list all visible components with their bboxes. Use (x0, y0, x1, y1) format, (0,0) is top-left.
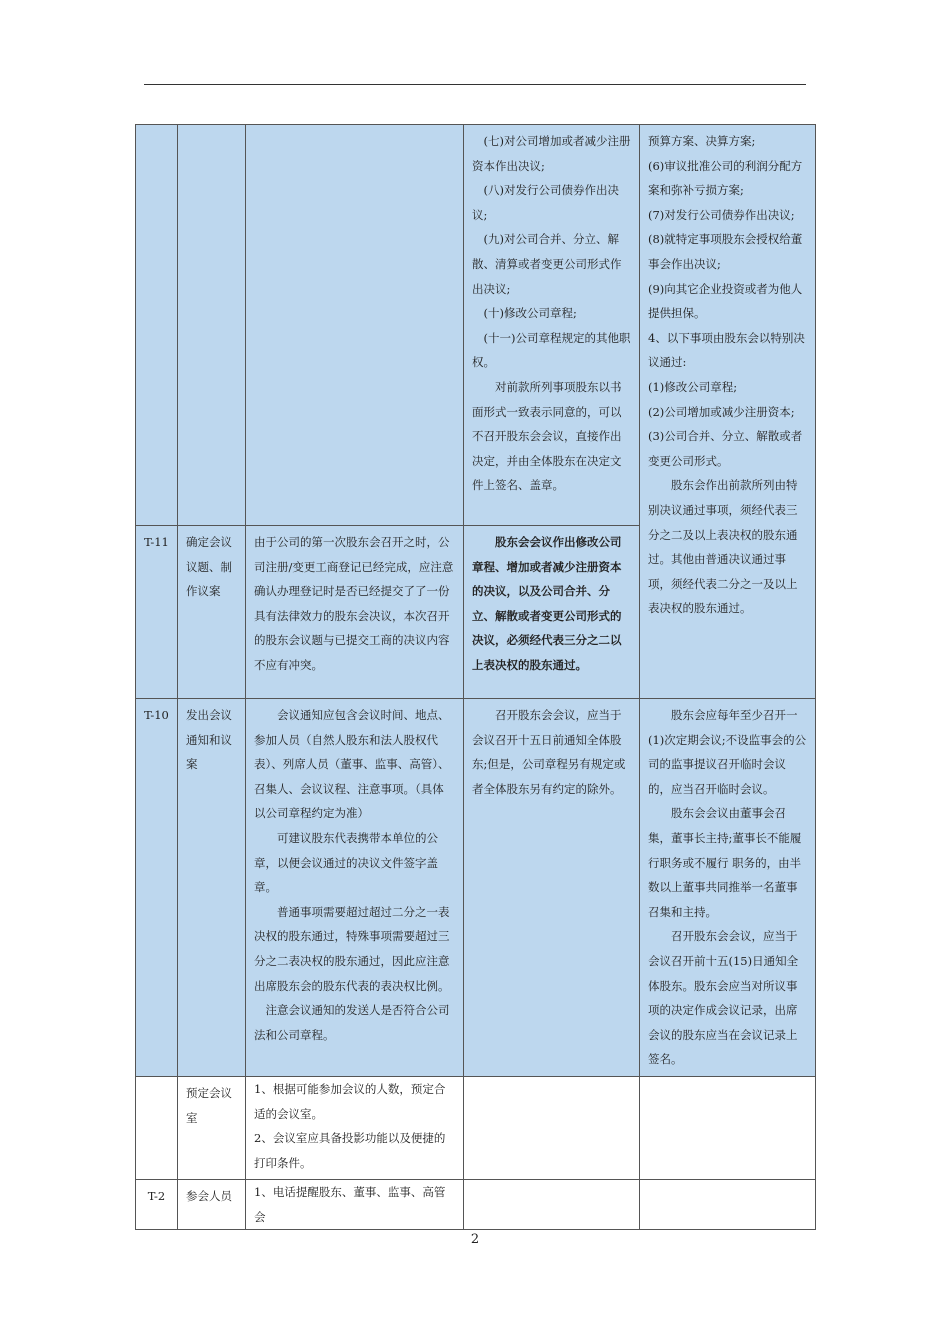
notes-cell (246, 125, 464, 526)
notes-text: 注意会议通知的发送人是否符合公司法和公司章程。 (254, 1003, 450, 1042)
law-cell (464, 1076, 640, 1179)
notes-cell (246, 1180, 464, 1230)
task-cell: 参会人员 (178, 1180, 246, 1230)
notes-text: 普通事项需要超过超过二分之一表决权的股东通过，特殊事项需要超过三分之二表决权的股东通过，因此应注意出席股东会的股东代表的表决权比例。 (254, 904, 450, 993)
page-number: 2 (470, 1232, 480, 1247)
articles-item: 预算方案、决算方案; (648, 134, 756, 148)
notes-text: 1、根据可能参加会议的人数，预定合适的会议室。 (254, 1081, 446, 1121)
articles-cell (640, 699, 816, 1077)
notes-text: 可建议股东代表携带本单位的公章，以便会议通过的决议文件签字盖章。 (254, 830, 438, 895)
table-row-t10 (136, 699, 816, 1077)
articles-cell (640, 125, 816, 699)
notes-text: 2、会议室应具备投影功能以及便捷的打印条件。 (254, 1131, 446, 1170)
articles-item: 股东会作出前款所列由特别决议通过事项，须经代表三分之二及以上表决权的股东通过。其他由普通决议通过事项，须经代表二分之一及以上表决权的股东通过。 (648, 478, 798, 616)
header-rule (144, 84, 806, 85)
articles-cell (640, 1180, 816, 1230)
law-text: 股东会会议作出修改公司章程、增加或者减少注册资本的决议，以及公司合并、分立、解散或者变更公司形式的决议，必须经代表三分之二以上表决权的股东通过。 (472, 535, 622, 672)
notes-text: 1、电话提醒股东、董事、监事、高管会 (254, 1185, 446, 1224)
law-text: 召开股东会会议，应当于会议召开十五日前通知全体股东;但是，公司章程另有规定或者全体股东另有约定的除外。 (472, 708, 626, 796)
notes-cell (246, 1076, 464, 1179)
law-cell (464, 1180, 640, 1230)
articles-text: 股东会会议由董事会召集，董事长主持;董事长不能履行职务或不履行 职务的，由半数以上董事共同推举一名董事召集和主持。 (648, 806, 802, 919)
code-cell (136, 1076, 178, 1179)
task-cell: 确定会议议题、制作议案 (178, 526, 246, 699)
law-item: (七)对公司增加或者减少注册资本作出决议; (472, 134, 631, 173)
table-row-room (136, 1076, 816, 1179)
notes-cell (246, 699, 464, 1077)
articles-cell (640, 1076, 816, 1179)
notes-text: 会议通知应包含会议时间、地点、参加人员（自然人股东和法人股权代表）、列席人员（董事、监事、高管）、召集人、会议议程、注意事项。（具体以公司章程约定为准） (254, 708, 450, 821)
articles-item: (1)修改公司章程; (648, 379, 738, 394)
articles-item: (3)公司合并、分立、解散或者变更公司形式。 (648, 429, 803, 468)
law-cell (464, 699, 640, 1077)
code-cell (136, 125, 178, 526)
law-cell (464, 125, 640, 526)
meeting-procedure-table (135, 124, 816, 1230)
task-cell (178, 125, 246, 526)
law-item: (十)修改公司章程; (483, 306, 577, 321)
articles-item: (2)公司增加或减少注册资本; (648, 404, 795, 419)
notes-text: 由于公司的第一次股东会召开之时，公司注册/变更工商登记已经完成，应注意确认办理登记时是否已经提交了了一份具有法律效力的股东会决议，本次召开的股东会议题与已提交工商的决议内容不应有冲突。 (254, 535, 454, 672)
code-cell: T-2 (136, 1180, 178, 1230)
table-row-t2 (136, 1180, 816, 1230)
articles-item: 4、以下事项由股东会以特别决议通过: (648, 330, 805, 370)
notes-cell (246, 526, 464, 699)
code-cell: T-10 (136, 699, 178, 1077)
law-item: (八)对发行公司债券作出决议; (472, 183, 619, 222)
articles-text: 召开股东会会议，应当于会议召开前十五(15)日通知全体股东。股东会应当对所议事项的决定作成会议记录，出席会议的股东应当在会议记录上签名。 (648, 929, 799, 1067)
articles-item: (7)对发行公司债券作出决议; (648, 207, 795, 222)
table-row-continuation (136, 125, 816, 526)
law-cell (464, 526, 640, 699)
articles-item: (9)向其它企业投资或者为他人提供担保。 (648, 281, 803, 321)
task-cell: 预定会议室 (178, 1076, 246, 1179)
articles-item: (6)审议批准公司的利润分配方案和弥补亏损方案; (648, 158, 803, 198)
law-item: (九)对公司合并、分立、解散、清算或者变更公司形式作出决议; (472, 232, 622, 296)
code-cell: T-11 (136, 526, 178, 699)
articles-text: 股东会应每年至少召开一(1)次定期会议;不设监事会的公司的监事提议召开临时会议的，应当召开临时会议。 (648, 708, 807, 796)
task-cell: 发出会议通知和议案 (178, 699, 246, 1077)
law-item: 对前款所列事项股东以书面形式一致表示同意的，可以不召开股东会会议，直接作出决定，并由全体股东在决定文件上签名、盖章。 (472, 379, 622, 493)
articles-item: (8)就特定事项股东会授权给董事会作出决议; (648, 232, 803, 271)
law-item: (十一)公司章程规定的其他职权。 (472, 330, 631, 370)
